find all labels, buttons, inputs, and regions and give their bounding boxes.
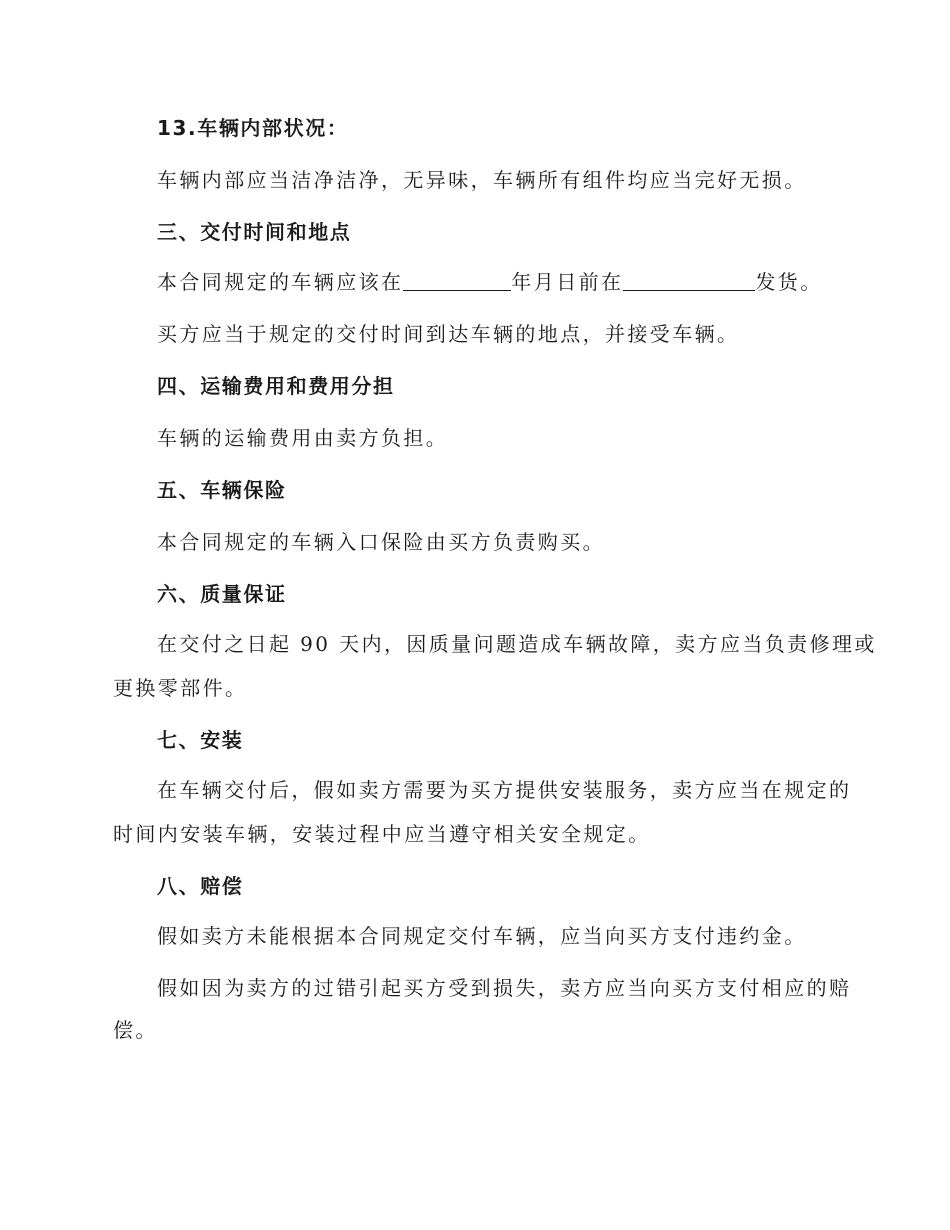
section-13-paragraph: 车辆内部应当洁净洁净，无异味，车辆所有组件均应当完好无损。 <box>157 168 807 192</box>
section-8-paragraph-2-line-2: 偿。 <box>113 1018 158 1042</box>
place-blank-line <box>623 270 755 291</box>
section-7-paragraph-line-1: 在车辆交付后，假如卖方需要为买方提供安装服务，卖方应当在规定的 <box>157 778 852 802</box>
delivery-text-end: 发货。 <box>755 270 823 294</box>
section-5-heading: 五、车辆保险 <box>157 478 287 502</box>
section-13-heading: 13.车辆内部状况： <box>157 116 349 140</box>
delivery-text-start: 本合同规定的车辆应该在 <box>157 270 404 294</box>
section-6-paragraph-line-2: 更换零部件。 <box>113 676 248 700</box>
section-8-heading: 八、赔偿 <box>157 874 244 898</box>
section-3-paragraph-1 <box>157 268 823 296</box>
delivery-text-middle: 年月日前在 <box>511 270 624 294</box>
section-8-paragraph-2-line-1: 假如因为卖方的过错引起买方受到损失，卖方应当向买方支付相应的赔 <box>157 976 852 1000</box>
section-3-paragraph-2: 买方应当于规定的交付时间到达车辆的地点，并接受车辆。 <box>157 322 740 346</box>
section-3-heading: 三、交付时间和地点 <box>157 220 352 244</box>
section-7-paragraph-line-2: 时间内安装车辆，安装过程中应当遵守相关安全规定。 <box>113 822 651 846</box>
section-6-heading: 六、质量保证 <box>157 582 287 606</box>
date-blank-line <box>403 270 511 291</box>
section-4-heading: 四、运输费用和费用分担 <box>157 374 395 398</box>
section-7-heading: 七、安装 <box>157 728 244 752</box>
section-5-paragraph: 本合同规定的车辆入口保险由买方负责购买。 <box>157 530 605 554</box>
section-4-paragraph: 车辆的运输费用由卖方负担。 <box>157 426 449 450</box>
section-6-paragraph-line-1: 在交付之日起 90 天内，因质量问题造成车辆故障，卖方应当负责修理或 <box>157 632 877 656</box>
section-8-paragraph-1: 假如卖方未能根据本合同规定交付车辆，应当向买方支付违约金。 <box>157 924 807 948</box>
